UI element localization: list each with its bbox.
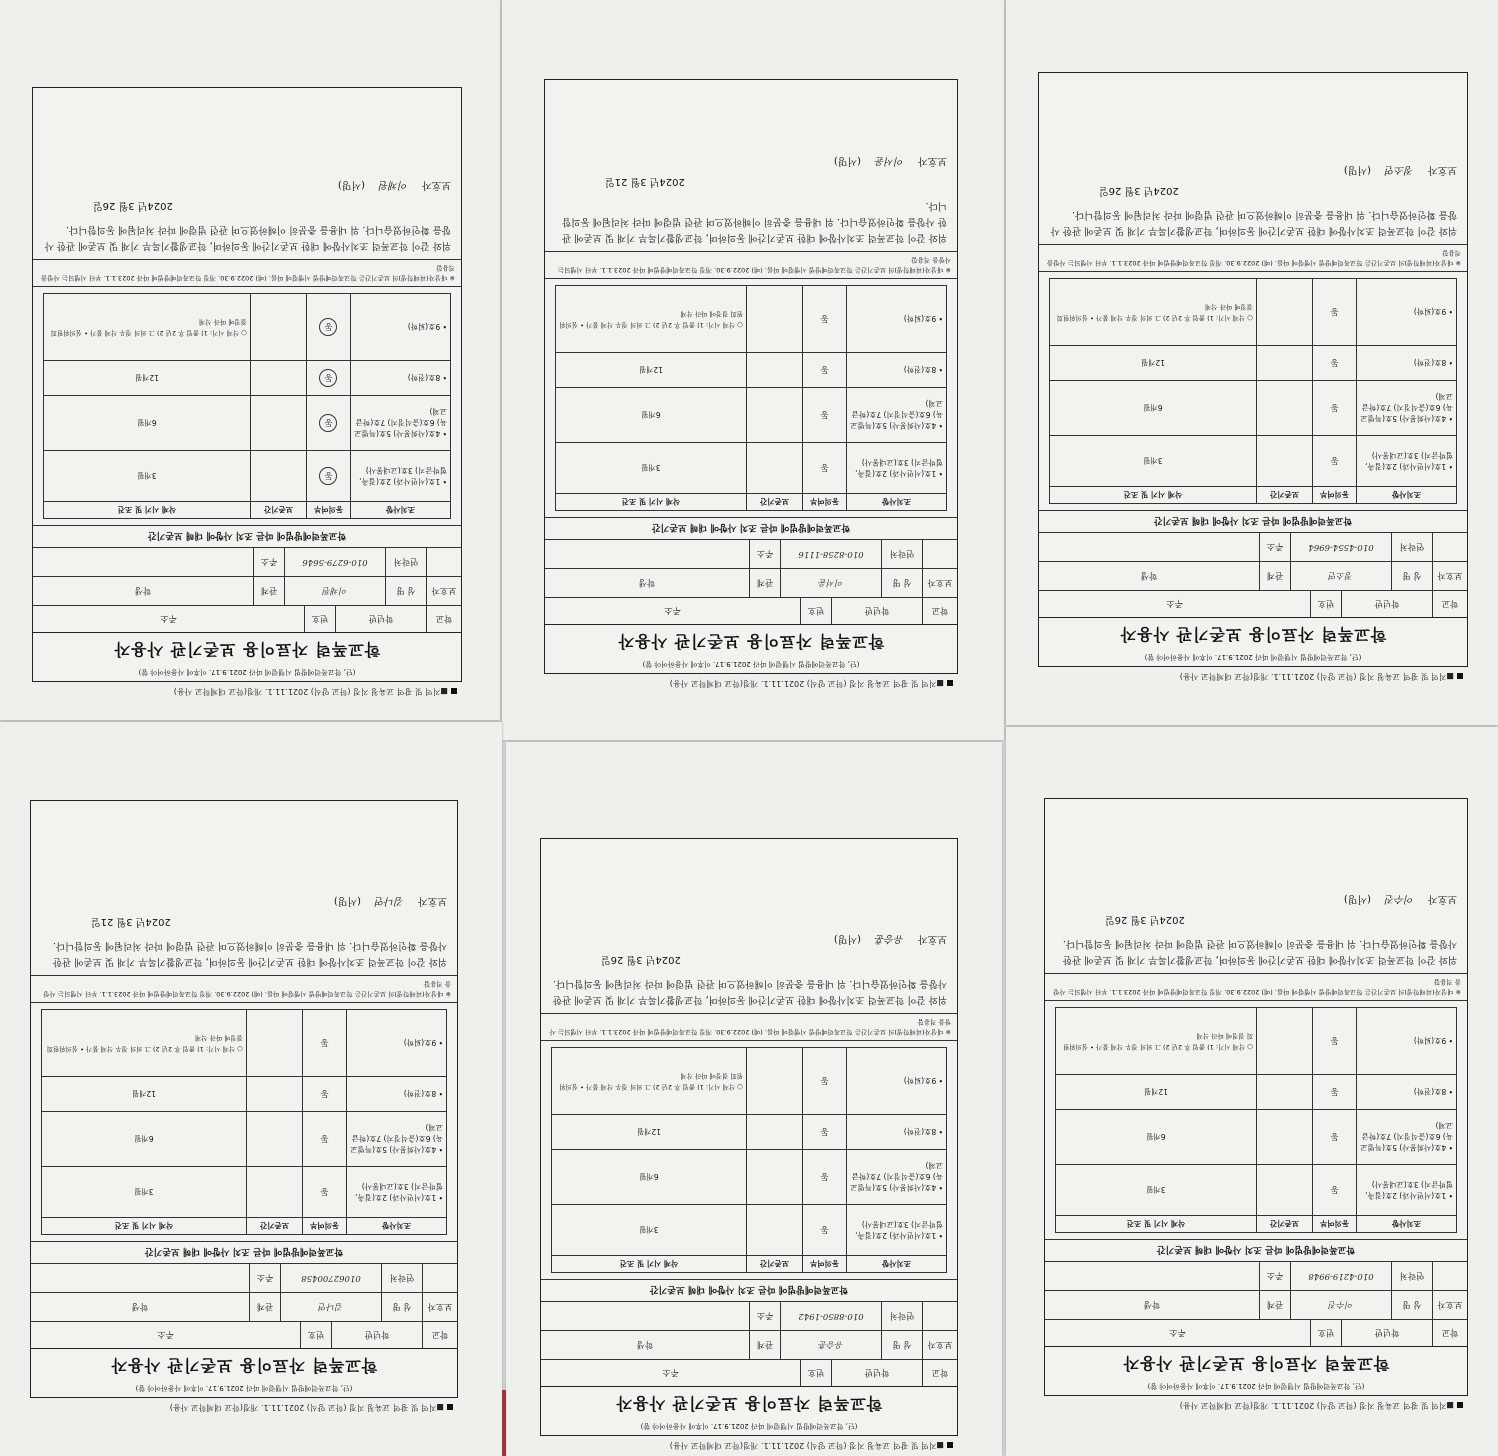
school-row: 학교 학년반 번호 주소 <box>1039 590 1467 617</box>
paper-sheet <box>0 722 502 1456</box>
signed-date: 2024년 3월 26일 <box>1105 914 1185 925</box>
agree-mark: 동 <box>320 318 338 336</box>
section-heading: 학교폭력예방법에 따른 조치 사항에 대해 보존기간 <box>31 1241 457 1263</box>
school-row: 학교 학년반 번호 주소 <box>541 1359 957 1386</box>
table-row: • 1호(서면사과) 2호(접촉, 협박금지) 3호(교내봉사) 동 3개월 <box>1050 435 1456 486</box>
agree-mark: 동 <box>820 1224 829 1234</box>
guardian-phone-row: 연락처 010-4219-9948 주소 <box>1045 1261 1467 1290</box>
section-heading: 학교폭력예방법에 따른 조치 사항에 대해 보존기간 <box>541 1279 957 1301</box>
form-header: ■지역 및 광역 교육청 지정 (학교 양식) 2021.11.1. 개정(학교 대체학교 사용) <box>37 686 457 697</box>
school-row: 학교 학년반 번호 주소 <box>545 597 957 624</box>
signature: 이수진 <box>1385 893 1415 904</box>
signature-line: 보호자 이서윤 (서명) <box>545 145 957 174</box>
consent-form <box>32 87 462 696</box>
measures-table <box>43 293 451 519</box>
measures-table-wrap <box>1039 271 1467 510</box>
agree-mark: 동 <box>820 462 829 472</box>
form-title: 학교폭력 자료이용 보존기관 사용자 <box>33 632 461 665</box>
consent-text: 위와 같이 학교폭력 조치사항에 대한 보존기간에 동의하며, 학교생활기록부 기재 및 보존에 관한 사항을 확인하였습니다. 위 내용을 충분히 이해하였으며 관련 법령에 따라 처리됨에 동의합니다. <box>562 200 947 243</box>
table-row: • 9호(퇴학) 동 ○ 삭제 시기: 1) 졸업 후 2년 2) 그 외의 경우 삭제 불가 • 심의위원회 결정에 따라 삭제 <box>42 1010 446 1076</box>
table-row: • 1호(서면사과) 2호(접촉, 협박금지) 3호(교내봉사) 동 3개월 <box>552 1204 946 1255</box>
signed-date: 2024년 3월 26일 <box>1099 185 1179 196</box>
section-heading: 학교폭력예방법에 따른 조치 사항에 대해 보존기간 <box>1039 510 1467 532</box>
guardian-phone-row: 연락처 010-8258-1116 주소 <box>545 539 957 568</box>
form-note: (단, 학교폭력예방법 시행령에 따라 2021.9.17. 이후에 사용하여야 함) <box>642 660 860 668</box>
guardian-name: 정소연 <box>1290 562 1391 590</box>
form-note: (단, 학교폭력예방법 시행령에 따라 2021.9.17. 이후에 사용하여야 함) <box>1147 1382 1365 1390</box>
agree-mark: 동 <box>820 313 829 323</box>
consent-text: 위와 같이 학교폭력 조치사항에 대한 보존기간에 동의하며, 학교생활기록부 기재 및 보존에 관한 사항을 확인하였습니다. 위 내용을 충분히 이해하였으며 관련 법령에 따라 처리됨에 동의합니다. <box>44 224 451 251</box>
footnote: ※ 대상자(피해학생)의 보존기간은 학교폭력예방법 시행령에 따름. (예) 2022.9.30. 개정 학교폭력예방법에 따라 2023.1.1. 부터 시행되는 사항을 적용함 <box>1039 244 1467 271</box>
signature: 유승훈 <box>875 933 905 944</box>
agree-mark: 동 <box>1330 1184 1339 1194</box>
section-heading: 학교폭력예방법에 따른 조치 사항에 대해 보존기간 <box>545 517 957 539</box>
table-header-row: 조치사항 동의여부 보존기간 삭제 시기 및 조건 <box>42 1217 446 1234</box>
measures-table-wrap <box>33 286 461 525</box>
table-header-row: 조치사항 동의여부 보존기간 삭제 시기 및 조건 <box>1056 1215 1456 1232</box>
table-row: • 4호(사회봉사) 5호(특별교육) 6호(출석정지) 7호(학급교체) 동 6개월 <box>556 387 946 442</box>
consent-form <box>544 79 958 688</box>
guardian-phone-row: 연락처 010-6279-5646 주소 <box>33 547 461 576</box>
table-row: • 9호(퇴학) 동 ○ 삭제 시기: 1) 졸업 후 2년 2) 그 외의 경우 삭제 불가 • 심의위원회 결정에 따라 삭제 <box>1050 279 1456 345</box>
form-note: (단, 학교폭력예방법 시행령에 따라 2021.9.17. 이후에 사용하여야 함) <box>1144 653 1362 661</box>
agree-mark: 동 <box>1330 1131 1339 1141</box>
footnote: ※ 대상자(피해학생)의 보존기간은 학교폭력예방법 시행령에 따름. (예) 2022.9.30. 개정 학교폭력예방법에 따라 2023.1.1. 부터 시행되는 사항을 적용함 <box>31 975 457 1002</box>
measures-table-wrap <box>545 278 957 517</box>
agree-mark: 동 <box>820 1075 829 1085</box>
paper-sheet <box>1006 727 1498 1456</box>
signature: 김나연 <box>375 895 405 906</box>
agree-mark: 동 <box>820 1171 829 1181</box>
signature: 이서윤 <box>875 155 905 166</box>
rotated-content <box>0 0 500 720</box>
guardian-phone: 010-4219-9948 <box>1290 1262 1391 1290</box>
guardian-name: 이수진 <box>1290 1291 1391 1319</box>
form-header: ■지역 및 광역 교육청 지정 (학교 양식) 2021.11.1. 개정(학교 대체학교 사용) <box>549 678 953 689</box>
table-row: • 1호(서면사과) 2호(접촉, 협박금지) 3호(교내봉사) 동 3개월 <box>44 450 450 501</box>
signed-date: 2024년 3월 26일 <box>601 954 681 965</box>
footnote: ※ 대상자(피해학생)의 보존기간은 학교폭력예방법 시행령에 따름. (예) 2022.9.30. 개정 학교폭력예방법에 따라 2023.1.1. 부터 시행되는 사항을 적용함 <box>1045 973 1467 1000</box>
agree-mark: 동 <box>1330 402 1339 412</box>
consent-text: 위와 같이 학교폭력 조치사항에 대한 보존기간에 동의하며, 학교생활기록부 기재 및 보존에 관한 사항을 확인하였습니다. 위 내용을 충분히 이해하였으며 관련 법령에 따라 처리됨에 동의합니다. <box>552 978 947 1005</box>
guardian-phone: 010-8258-1116 <box>780 540 881 568</box>
table-row: • 1호(서면사과) 2호(접촉, 협박금지) 3호(교내봉사) 동 3개월 <box>42 1166 446 1217</box>
form-header: ■지역 및 광역 교육청 지정 (학교 양식) 2021.11.1. 개정(학교 대체학교 사용) <box>35 1402 453 1413</box>
measures-table <box>1049 278 1457 504</box>
table-row: • 9호(퇴학) 동 ○ 삭제 시기: 1) 졸업 후 2년 2) 그 외의 경우 삭제 불가 • 심의위원회 결정에 따라 삭제 <box>556 286 946 352</box>
table-row: • 1호(서면사과) 2호(접촉, 협박금지) 3호(교내봉사) 동 3개월 <box>1056 1164 1456 1215</box>
guardian-name-row: 보호자 성 명 정소연 관계 학생 <box>1039 561 1467 590</box>
table-header-row: 조치사항 동의여부 보존기간 삭제 시기 및 조건 <box>556 493 946 510</box>
agree-mark: 동 <box>820 364 829 374</box>
table-row: • 1호(서면사과) 2호(접촉, 협박금지) 3호(교내봉사) 동 3개월 <box>556 442 946 493</box>
guardian-name: 유승훈 <box>780 1331 881 1359</box>
form-header: ■지역 및 광역 교육청 지정 (학교 양식) 2021.11.1. 개정(학교 대체학교 사용) <box>1049 1400 1463 1411</box>
signature-line: 보호자 정소연 (서명) <box>1039 154 1467 183</box>
agree-mark: 동 <box>320 1186 329 1196</box>
guardian-phone-row: 연락처 01062700458 주소 <box>31 1263 457 1292</box>
paper-sheet <box>0 0 500 720</box>
signature: 정소연 <box>1385 164 1415 175</box>
measures-table <box>555 285 947 511</box>
section-heading: 학교폭력예방법에 따른 조치 사항에 대해 보존기간 <box>1045 1239 1467 1261</box>
guardian-name: 김나연 <box>280 1293 381 1321</box>
measures-table <box>551 1047 947 1273</box>
agree-mark: 동 <box>320 1037 329 1047</box>
form-header: ■지역 및 광역 교육청 지정 (학교 양식) 2021.11.1. 개정(학교 대체학교 사용) <box>1043 671 1463 682</box>
table-row: • 9호(퇴학) 동 ○ 삭제 시기: 1) 졸업 후 2년 2) 그 외의 경우 삭제 불가 • 심의위원회 결정에 따라 삭제 <box>44 294 450 360</box>
school-row: 학교 학년반 번호 주소 <box>33 605 461 632</box>
guardian-phone: 01062700458 <box>280 1264 381 1292</box>
signed-date: 2024년 3월 21일 <box>91 916 171 927</box>
table-row: • 8호(전학) 동 12개월 <box>556 352 946 387</box>
agree-mark: 동 <box>1330 306 1339 316</box>
signature-line: 보호자 김나연 (서명) <box>31 885 457 914</box>
consent-text: 위와 같이 학교폭력 조치사항에 대한 보존기간에 동의하며, 학교생활기록부 기재 및 보존에 관한 사항을 확인하였습니다. 위 내용을 충분히 이해하였으며 관련 법령에 따라 처리됨에 동의합니다. <box>52 940 447 967</box>
form-title: 학교폭력 자료이용 보존기관 사용자 <box>545 624 957 657</box>
agree-mark: 동 <box>320 369 338 387</box>
form-note: (단, 학교폭력예방법 시행령에 따라 2021.9.17. 이후에 사용하여야 함) <box>138 668 356 676</box>
school-row: 학교 학년반 번호 주소 <box>31 1321 457 1348</box>
measures-table-wrap <box>1045 1000 1467 1239</box>
guardian-phone: 010-6279-5646 <box>284 548 385 576</box>
guardian-phone: 010-4554-6964 <box>1290 533 1391 561</box>
rotated-content <box>1006 727 1498 1456</box>
guardian-name-row: 보호자 성 명 김나연 관계 학생 <box>31 1292 457 1321</box>
consent-text: 위와 같이 학교폭력 조치사항에 대한 보존기간에 동의하며, 학교생활기록부 기재 및 보존에 관한 사항을 확인하였습니다. 위 내용을 충분히 이해하였으며 관련 법령에 따라 처리됨에 동의합니다. <box>1050 209 1457 236</box>
guardian-phone-row: 연락처 010-4554-6964 주소 <box>1039 532 1467 561</box>
table-row: • 4호(사회봉사) 5호(특별교육) 6호(출석정지) 7호(학급교체) 동 6개월 <box>42 1111 446 1166</box>
signature-line: 보호자 이채원 (서명) <box>33 169 461 198</box>
agree-mark: 동 <box>320 467 338 485</box>
table-row: • 8호(전학) 동 12개월 <box>1050 345 1456 380</box>
agree-mark: 동 <box>320 414 338 432</box>
consent-text: 위와 같이 학교폭력 조치사항에 대한 보존기간에 동의하며, 학교생활기록부 기재 및 보존에 관한 사항을 확인하였습니다. 위 내용을 충분히 이해하였으며 관련 법령에 따라 처리됨에 동의합니다. <box>1062 938 1457 965</box>
table-row: • 8호(전학) 동 12개월 <box>44 360 450 395</box>
school-row: 학교 학년반 번호 주소 <box>1045 1319 1467 1346</box>
table-row: • 4호(사회봉사) 5호(특별교육) 6호(출석정지) 7호(학급교체) 동 6개월 <box>552 1149 946 1204</box>
consent-form <box>30 800 458 1412</box>
agree-mark: 동 <box>1330 1035 1339 1045</box>
form-note: (단, 학교폭력예방법 시행령에 따라 2021.9.17. 이후에 사용하여야 함) <box>135 1384 353 1392</box>
table-row: • 9호(퇴학) 동 ○ 삭제 시기: 1) 졸업 후 2년 2) 그 외의 경우 삭제 불가 • 심의위원회 결정에 따라 삭제 <box>552 1048 946 1114</box>
table-header-row: 조치사항 동의여부 보존기간 삭제 시기 및 조건 <box>552 1255 946 1272</box>
table-row: • 4호(사회봉사) 5호(특별교육) 6호(출석정지) 7호(학급교체) 동 6개월 <box>1050 380 1456 435</box>
signature-line: 보호자 유승훈 (서명) <box>541 923 957 952</box>
footnote: ※ 대상자(피해학생)의 보존기간은 학교폭력예방법 시행령에 따름. (예) 2022.9.30. 개정 학교폭력예방법에 따라 2023.1.1. 부터 시행되는 사항을 적용함 <box>33 259 461 286</box>
measures-table <box>41 1009 447 1235</box>
guardian-phone-row: 연락처 010-8850-1942 주소 <box>541 1301 957 1330</box>
agree-mark: 동 <box>820 409 829 419</box>
rotated-content <box>1006 0 1498 725</box>
form-note: (단, 학교폭력예방법 시행령에 따라 2021.9.17. 이후에 사용하여야 함) <box>640 1422 858 1430</box>
table-row: • 9호(퇴학) 동 ○ 삭제 시기: 1) 졸업 후 2년 2) 그 외의 경우 삭제 불가 • 심의위원회 결정에 따라 삭제 <box>1056 1008 1456 1074</box>
table-row: • 4호(사회봉사) 5호(특별교육) 6호(출석정지) 7호(학급교체) 동 6개월 <box>1056 1109 1456 1164</box>
agree-mark: 동 <box>820 1126 829 1136</box>
table-row: • 8호(전학) 동 12개월 <box>1056 1074 1456 1109</box>
footnote: ※ 대상자(피해학생)의 보존기간은 학교폭력예방법 시행령에 따름. (예) 2022.9.30. 개정 학교폭력예방법에 따라 2023.1.1. 부터 시행되는 사항을 적용함 <box>545 251 957 278</box>
rotated-content <box>506 742 1002 1456</box>
form-title: 학교폭력 자료이용 보존기관 사용자 <box>31 1348 457 1381</box>
agree-mark: 동 <box>1330 455 1339 465</box>
table-header-row: 조치사항 동의여부 보존기간 삭제 시기 및 조건 <box>1050 486 1456 503</box>
guardian-name-row: 보호자 성 명 이수진 관계 학생 <box>1045 1290 1467 1319</box>
measures-table <box>1055 1007 1457 1233</box>
form-title: 학교폭력 자료이용 보존기관 사용자 <box>541 1386 957 1419</box>
guardian-name-row: 보호자 성 명 이채원 관계 학생 <box>33 576 461 605</box>
table-header-row: 조치사항 동의여부 보존기간 삭제 시기 및 조건 <box>44 501 450 518</box>
signature: 이채원 <box>379 179 409 190</box>
signed-date: 2024년 3월 26일 <box>93 200 173 211</box>
agree-mark: 동 <box>320 1133 329 1143</box>
form-header: ■지역 및 광역 교육청 지정 (학교 양식) 2021.11.1. 개정(학교 대체학교 사용) <box>545 1440 953 1451</box>
consent-form <box>1038 72 1468 681</box>
guardian-phone: 010-8850-1942 <box>780 1302 881 1330</box>
paper-sheet <box>506 742 1002 1456</box>
agree-mark: 동 <box>1330 1086 1339 1096</box>
paper-sheet <box>502 0 1004 740</box>
guardian-name-row: 보호자 성 명 이서윤 관계 학생 <box>545 568 957 597</box>
consent-form <box>540 838 958 1450</box>
rotated-content <box>0 722 502 1456</box>
guardian-name-row: 보호자 성 명 유승훈 관계 학생 <box>541 1330 957 1359</box>
consent-form <box>1044 798 1468 1410</box>
table-row: • 8호(전학) 동 12개월 <box>552 1114 946 1149</box>
agree-mark: 동 <box>320 1088 329 1098</box>
signature-line: 보호자 이수진 (서명) <box>1045 883 1467 912</box>
guardian-name: 이채원 <box>284 577 385 605</box>
table-row: • 4호(사회봉사) 5호(특별교육) 6호(출석정지) 7호(학급교체) 동 6개월 <box>44 395 450 450</box>
signed-date: 2024년 3월 21일 <box>605 176 685 187</box>
agree-mark: 동 <box>1330 357 1339 367</box>
footnote: ※ 대상자(피해학생)의 보존기간은 학교폭력예방법 시행령에 따름. (예) 2022.9.30. 개정 학교폭력예방법에 따라 2023.1.1. 부터 시행되는 사항을 적용함 <box>541 1013 957 1040</box>
section-heading: 학교폭력예방법에 따른 조치 사항에 대해 보존기간 <box>33 525 461 547</box>
paper-sheet <box>1006 0 1498 725</box>
measures-table-wrap <box>541 1040 957 1279</box>
measures-table-wrap <box>31 1002 457 1241</box>
rotated-content <box>502 0 1004 740</box>
guardian-name: 이서윤 <box>780 569 881 597</box>
table-row: • 8호(전학) 동 12개월 <box>42 1076 446 1111</box>
form-title: 학교폭력 자료이용 보존기관 사용자 <box>1039 617 1467 650</box>
form-title: 학교폭력 자료이용 보존기관 사용자 <box>1045 1346 1467 1379</box>
